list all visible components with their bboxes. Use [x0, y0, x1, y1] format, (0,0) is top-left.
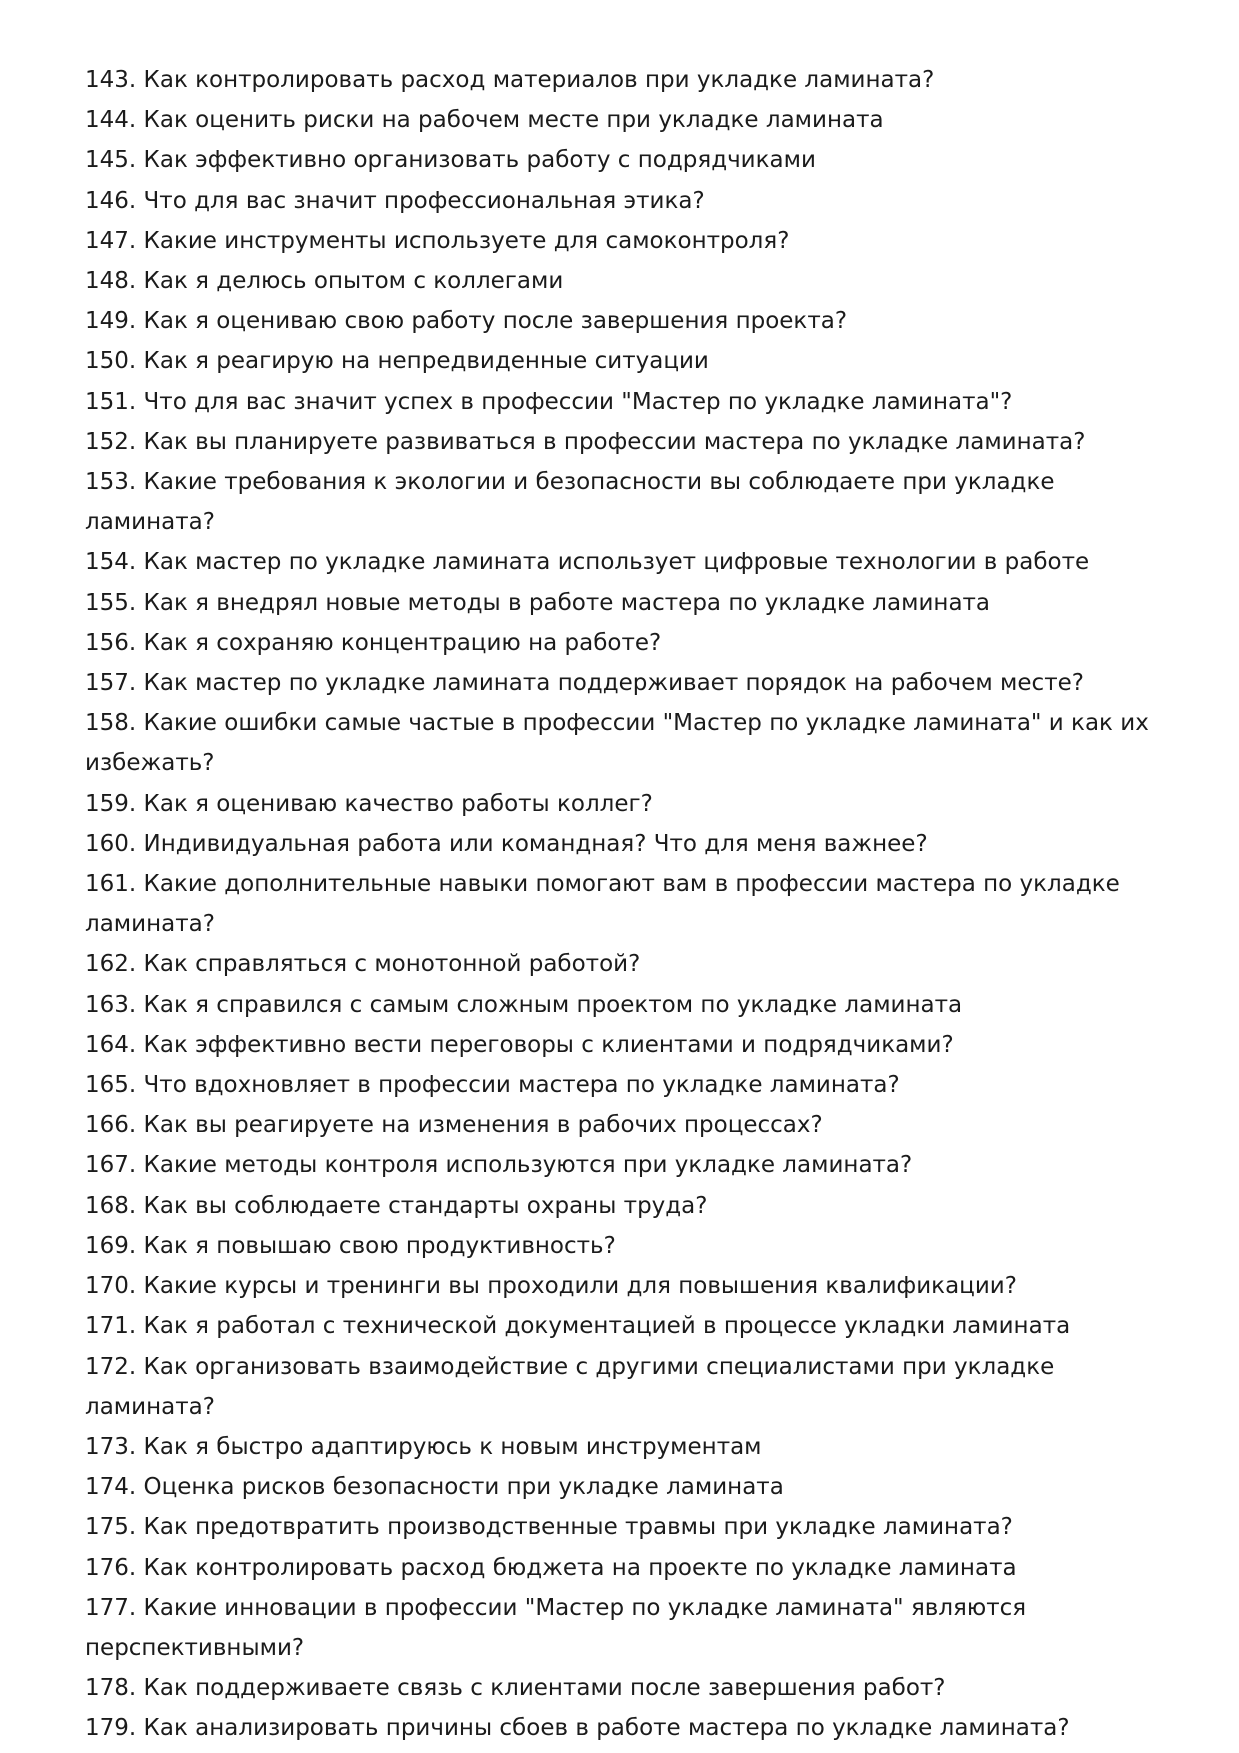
list-item: 161. Какие дополнительные навыки помогают вам в профессии мастера по укладке ламината? [85, 871, 1120, 938]
list-item: 173. Как я быстро адаптируюсь к новым инструментам [85, 1433, 762, 1460]
list-item: 175. Как предотвратить производственные травмы при укладке ламината? [85, 1514, 1013, 1541]
list-item: 151. Что для вас значит успех в профессии "Мастер по укладке ламината"? [85, 388, 1013, 415]
list-item: 157. Как мастер по укладке ламината поддерживает порядок на рабочем месте? [85, 670, 1084, 697]
list-item: 153. Какие требования к экологии и безопасности вы соблюдаете при укладке ламината? [85, 469, 1055, 536]
list-item: 178. Как поддерживаете связь с клиентами после завершения работ? [85, 1675, 946, 1702]
list-item: 177. Какие инновации в профессии "Мастер по укладке ламината" являются перспективными? [85, 1594, 1027, 1661]
list-item: 154. Как мастер по укладке ламината использует цифровые технологии в работе [85, 549, 1090, 576]
list-item: 158. Какие ошибки самые частые в профессии "Мастер по укладке ламината" и как их избежать? [85, 710, 1149, 777]
list-item: 167. Какие методы контроля используются при укладке ламината? [85, 1152, 913, 1179]
list-item: 179. Как анализировать причины сбоев в работе мастера по укладке ламината? [85, 1715, 1070, 1742]
list-item: 155. Как я внедрял новые методы в работе мастера по укладке ламината [85, 589, 991, 616]
question-list [85, 60, 1165, 1749]
list-item: 165. Что вдохновляет в профессии мастера по укладке ламината? [85, 1072, 900, 1099]
list-item: 164. Как эффективно вести переговоры с клиентами и подрядчиками? [85, 1031, 954, 1058]
list-item: 171. Как я работал с технической документацией в процессе укладки ламината [85, 1313, 1071, 1340]
list-item: 156. Как я сохраняю концентрацию на работе? [85, 629, 662, 656]
list-item: 160. Индивидуальная работа или командная? Что для меня важнее? [85, 830, 928, 857]
list-item: 159. Как я оцениваю качество работы коллег? [85, 790, 653, 817]
list-item: 145. Как эффективно организовать работу с подрядчиками [85, 147, 816, 174]
list-item: 162. Как справляться с монотонной работой? [85, 951, 641, 978]
list-item: 169. Как я повышаю свою продуктивность? [85, 1232, 616, 1259]
list-item: 150. Как я реагирую на непредвиденные ситуации [85, 348, 709, 375]
list-item: 146. Что для вас значит профессиональная этика? [85, 187, 705, 214]
list-item: 170. Какие курсы и тренинги вы проходили для повышения квалификации? [85, 1273, 1017, 1300]
list-item: 144. Как оценить риски на рабочем месте при укладке ламината [85, 107, 884, 134]
list-item: 163. Как я справился с самым сложным проектом по укладке ламината [85, 991, 963, 1018]
list-item: 143. Как контролировать расход материалов при укладке ламината? [85, 67, 935, 93]
list-item: 172. Как организовать взаимодействие с другими специалистами при укладке ламината? [85, 1353, 1055, 1420]
list-item: 176. Как контролировать расход бюджета на проекте по укладке ламината [85, 1554, 1017, 1581]
list-item: 152. Как вы планируете развиваться в профессии мастера по укладке ламината? [85, 428, 1086, 455]
list-item: 149. Как я оцениваю свою работу после завершения проекта? [85, 308, 848, 335]
list-item: 148. Как я делюсь опытом с коллегами [85, 268, 564, 295]
list-item: 174. Оценка рисков безопасности при укладке ламината [85, 1474, 784, 1501]
list-item: 147. Какие инструменты используете для самоконтроля? [85, 227, 790, 254]
list-item: 166. Как вы реагируете на изменения в рабочих процессах? [85, 1112, 823, 1139]
list-item: 168. Как вы соблюдаете стандарты охраны труда? [85, 1192, 708, 1219]
